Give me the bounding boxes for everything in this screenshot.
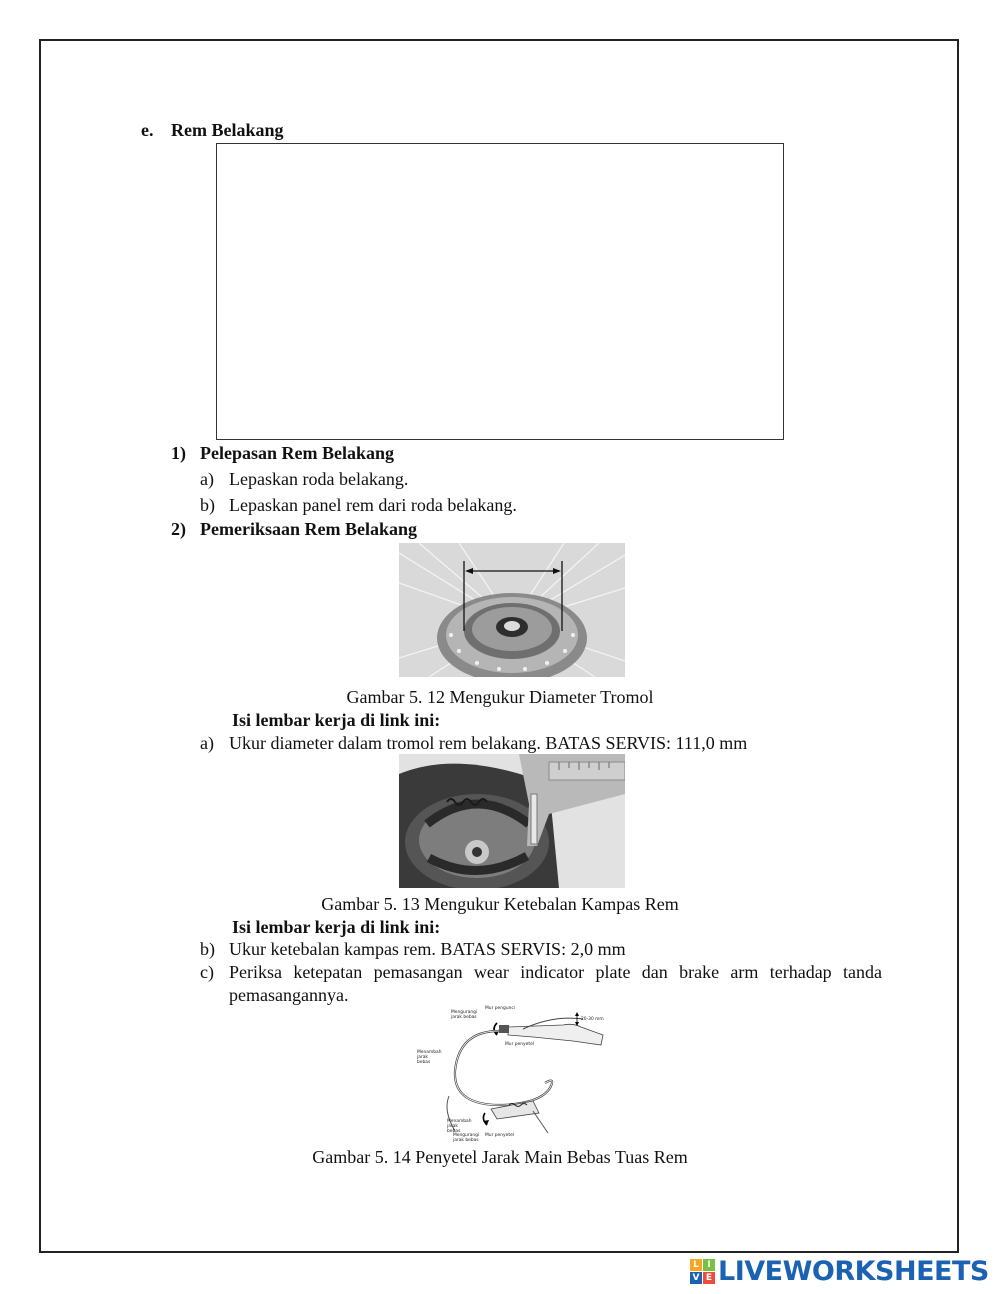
logo-blocks-icon: L I V E bbox=[690, 1259, 715, 1284]
section-title: Rem Belakang bbox=[171, 120, 284, 140]
label-mur-penyetel-bottom: Mur penyetel bbox=[485, 1133, 514, 1138]
step1-item-b-marker: b) bbox=[200, 495, 215, 515]
step1-number: 1) bbox=[171, 443, 186, 463]
step2-number: 2) bbox=[171, 519, 186, 539]
figure-13-caption: Gambar 5. 13 Mengukur Ketebalan Kampas Rem bbox=[321, 894, 679, 914]
step1-item-b-text: Lepaskan panel rem dari roda belakang. bbox=[229, 495, 517, 515]
label-menambah-bottom: Menambah bbox=[447, 1119, 472, 1124]
figure-lining-thickness bbox=[399, 754, 625, 888]
step2-item-a-marker: a) bbox=[200, 733, 214, 753]
figure-drum-diameter bbox=[399, 543, 625, 677]
label-bebas-bottom: bebas bbox=[447, 1129, 461, 1134]
worksheet-link-label-2: Isi lembar kerja di link ini: bbox=[232, 917, 441, 937]
label-mur-penyetel-top: Mur penyetel bbox=[505, 1042, 534, 1047]
label-jarak-left: jarak bbox=[417, 1055, 428, 1060]
figure-free-play-adjuster bbox=[413, 1001, 613, 1143]
label-mur-pengunci: Mur pengunci bbox=[485, 1006, 516, 1011]
step2-item-b-text: Ukur ketebalan kampas rem. BATAS SERVIS: 2,0 mm bbox=[229, 939, 626, 959]
step2-item-a-text: Ukur diameter dalam tromol rem belakang. BATAS SERVIS: 111,0 mm bbox=[229, 733, 748, 753]
label-dimension: 20-30 mm bbox=[581, 1017, 604, 1022]
figure-14-caption: Gambar 5. 14 Penyetel Jarak Main Bebas Tuas Rem bbox=[312, 1147, 688, 1167]
label-jarak-bottom: jarak bbox=[447, 1124, 458, 1129]
section-marker: e. bbox=[141, 120, 154, 140]
label-jarak-bebas-bottom: jarak bebas bbox=[453, 1138, 479, 1143]
label-mengurangi-top: Mengurangi bbox=[451, 1010, 478, 1015]
step1-title: Pelepasan Rem Belakang bbox=[200, 443, 395, 463]
step2-item-b-marker: b) bbox=[200, 939, 215, 959]
logo-wordmark: LIVEWORKSHEETS bbox=[718, 1255, 989, 1287]
step2-title: Pemeriksaan Rem Belakang bbox=[200, 519, 417, 539]
label-mengurangi-bottom: Mengurangi bbox=[453, 1133, 480, 1138]
figure-12-caption: Gambar 5. 12 Mengukur Diameter Tromol bbox=[346, 687, 654, 707]
step2-item-c-line2: pemasangannya. bbox=[229, 985, 349, 1005]
liveworksheets-logo[interactable] bbox=[690, 1257, 989, 1285]
step1-item-a-marker: a) bbox=[200, 469, 214, 489]
step1-item-a-text: Lepaskan roda belakang. bbox=[229, 469, 409, 489]
worksheet-link-label-1: Isi lembar kerja di link ini: bbox=[232, 710, 441, 730]
label-menambah-left: Menambah bbox=[417, 1050, 442, 1055]
label-bebas-left: bebas bbox=[417, 1060, 431, 1065]
step2-item-c-marker: c) bbox=[200, 962, 214, 982]
image-placeholder-box bbox=[216, 143, 784, 440]
label-jarak-bebas-top: jarak bebas bbox=[451, 1015, 477, 1020]
step2-item-c-line1: Periksa ketepatan pemasangan wear indicator plate dan brake arm terhadap tanda bbox=[229, 962, 882, 982]
